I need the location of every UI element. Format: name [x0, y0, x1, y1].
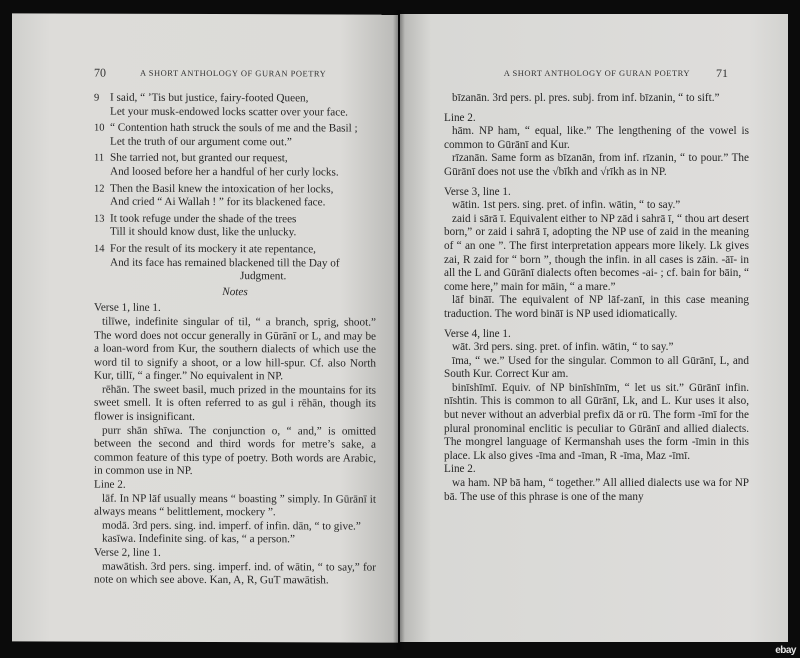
right-page-text — [444, 92, 749, 504]
note-heading: Line 2. — [94, 478, 126, 491]
note-heading: Line 2. — [444, 111, 476, 124]
verse-line: Judgment. — [240, 270, 287, 283]
right-page — [400, 14, 788, 642]
left-notes — [94, 302, 376, 588]
verse — [94, 92, 376, 120]
left-page-number: 70 — [94, 65, 106, 80]
verse-line: And cried “ Ai Wallah ! ” for its blackened face. — [110, 195, 326, 209]
note-paragraph: rīzanān. Same form as bīzanān, from inf. rīzanin, “ to pour.” The Gūrānī does not use the √bīkh and √rīkh as in NP. — [444, 152, 749, 178]
note-paragraph: hām. NP ham, “ equal, like.” The lengthening of the vowel is common to Gūrānī and Kur. — [444, 125, 749, 151]
note-heading: Verse 3, line 1. — [444, 185, 511, 198]
note-paragraph: tilīwe, indefinite singular of til, “ a branch, sprig, shoot.” The word does not occur generally in Gūrānī or L, and may be a loan-word from Kur, the southern dialects of which use the word til to signify a shoot, or a low hill-spur. Cf. also North Kur, tillī, “ a finger.” No equivalent in NP. — [94, 315, 376, 383]
verse-line: Then the Basil knew the intoxication of her locks, — [110, 182, 334, 196]
watermark-logo: ebay — [775, 645, 796, 656]
right-notes — [444, 92, 749, 504]
note-paragraph: modā. 3rd pers. sing. ind. imperf. of infin. dān, “ to give.” — [102, 519, 361, 533]
note-paragraph: bīzanān. 3rd pers. pl. pres. subj. from inf. bīzanin, “ to sift.” — [452, 92, 720, 104]
verse-text — [110, 122, 376, 150]
note-paragraph: zaid i sārā ī. Equivalent either to NP zād i sahrā ī, “ thou art desert born,” or zaid i sahrā ī, adopting the NP use of zaid in the meaning of “ an one ”. The first interpretation appears more likely. Lk gives zai, R zaid for “ born ”, though the infin. in all cases is zāin. -āī- in all the L and Gūrānī dialects often becomes -ai- ; cf. bain for bāin, “ come here,” main for māin, “ a mare.” — [444, 212, 749, 293]
note-heading: Line 2. — [444, 463, 476, 476]
verse-line: And loosed before her a handful of her curly locks. — [110, 165, 339, 179]
verse-line: It took refuge under the shade of the trees — [110, 212, 297, 226]
note-paragraph: purr shān shīwa. The conjunction o, “ and,” is omitted between the second and third words for metre’s sake, a common feature of this type of poetry. Both words are Arabic, in common use in NP. — [94, 424, 376, 478]
note-paragraph: kasīwa. Indefinite sing. of kas, “ a person.” — [102, 533, 295, 546]
verse-line: “ Contention hath struck the souls of me and the Basil ; — [110, 121, 358, 135]
verse — [94, 122, 376, 150]
verse — [94, 182, 376, 210]
right-running-head: A SHORT ANTHOLOGY OF GURAN POETRY — [503, 68, 690, 78]
verse-number: 9 — [94, 92, 100, 104]
verse-number: 13 — [94, 213, 105, 225]
verse-line: I said, “ ’Tis but justice, fairy-footed Queen, — [110, 91, 309, 105]
poem-verses — [94, 92, 376, 285]
verse-number: 10 — [94, 122, 105, 134]
note-paragraph: īma, “ we.” Used for the singular. Common to all Gūrānī, L, and South Kur. Correct Kur am. — [444, 354, 749, 381]
note-heading: Verse 4, line 1. — [444, 327, 511, 340]
note-paragraph: mawātish. 3rd pers. sing. imperf. ind. of wātin, “ to say,” for note on which see above. Kan, A, R, GuT mawātish. — [94, 560, 376, 587]
verse-number: 12 — [94, 183, 105, 195]
notes-title: Notes — [222, 285, 248, 298]
note-paragraph: lāf bināī. The equivalent of NP lāf-zanī, in this case meaning traduction. The word bināī is NP used idiomatically. — [444, 294, 749, 320]
verse — [94, 212, 376, 240]
verse-number: 11 — [94, 152, 105, 165]
verse-line: For the result of its mockery it ate repentance, — [110, 242, 316, 256]
verse-line: She tarried not, but granted our request, — [110, 152, 288, 165]
note-heading: Verse 1, line 1. — [94, 301, 161, 315]
note-heading: Verse 2, line 1. — [94, 546, 161, 559]
verse-line: Till it should know dust, like the unlucky. — [110, 226, 297, 239]
verse-text — [110, 92, 376, 120]
note-paragraph: lāf. In NP lāf usually means “ boasting ” simply. In Gūrānī it always means “ belittlement, mockery ”. — [94, 492, 376, 519]
verse-line: Let your musk-endowed locks scatter over your face. — [110, 105, 348, 119]
note-paragraph: wātin. 1st pers. sing. pret. of infin. wātin, “ to say.” — [452, 199, 681, 212]
note-paragraph: wāt. 3rd pers. sing. pret. of infin. wātin, “ to say.” — [452, 341, 674, 354]
verse-text — [110, 182, 376, 210]
left-page-text — [94, 92, 376, 589]
note-paragraph: wa ham. NP bā ham, “ together.” All allied dialects use wa for NP bā. The use of this phrase is one of the many — [444, 477, 749, 503]
verse — [94, 243, 376, 285]
right-page-number: 71 — [716, 66, 728, 80]
left-page — [12, 13, 398, 642]
left-running-head: A SHORT ANTHOLOGY OF GURAN POETRY — [140, 67, 327, 79]
verse-line: And its face has remained blackened till the Day of — [110, 256, 340, 270]
verse-text — [110, 243, 376, 285]
verse-text — [110, 212, 376, 240]
note-paragraph: rēhān. The sweet basil, much prized in the mountains for its sweet smell. It is often referred to as gul i rēhān, though its flower is insignificant. — [94, 383, 376, 424]
verse — [94, 152, 376, 180]
verse-number: 14 — [94, 243, 105, 255]
verse-line: Let the truth of our argument come out.” — [110, 135, 292, 149]
verse-text — [110, 152, 376, 180]
book-gutter — [393, 10, 405, 650]
note-paragraph: binīshīmī. Equiv. of NP binīshīnīm, “ let us sit.” Gūrānī infin. nīshtin. This is common to all Gūrānī, Lk, and L. Kur uses it also, but never without an adverbial prefix dā or rū. The form -īmī for the plural pronominal enclitic is peculiar to Gūrānī and allied dialects. The mongrel language of Kermanshah uses the form -īmin in this place. Lk also gives -īma and -īman, R -īma, Maz -īmī. — [444, 381, 749, 462]
